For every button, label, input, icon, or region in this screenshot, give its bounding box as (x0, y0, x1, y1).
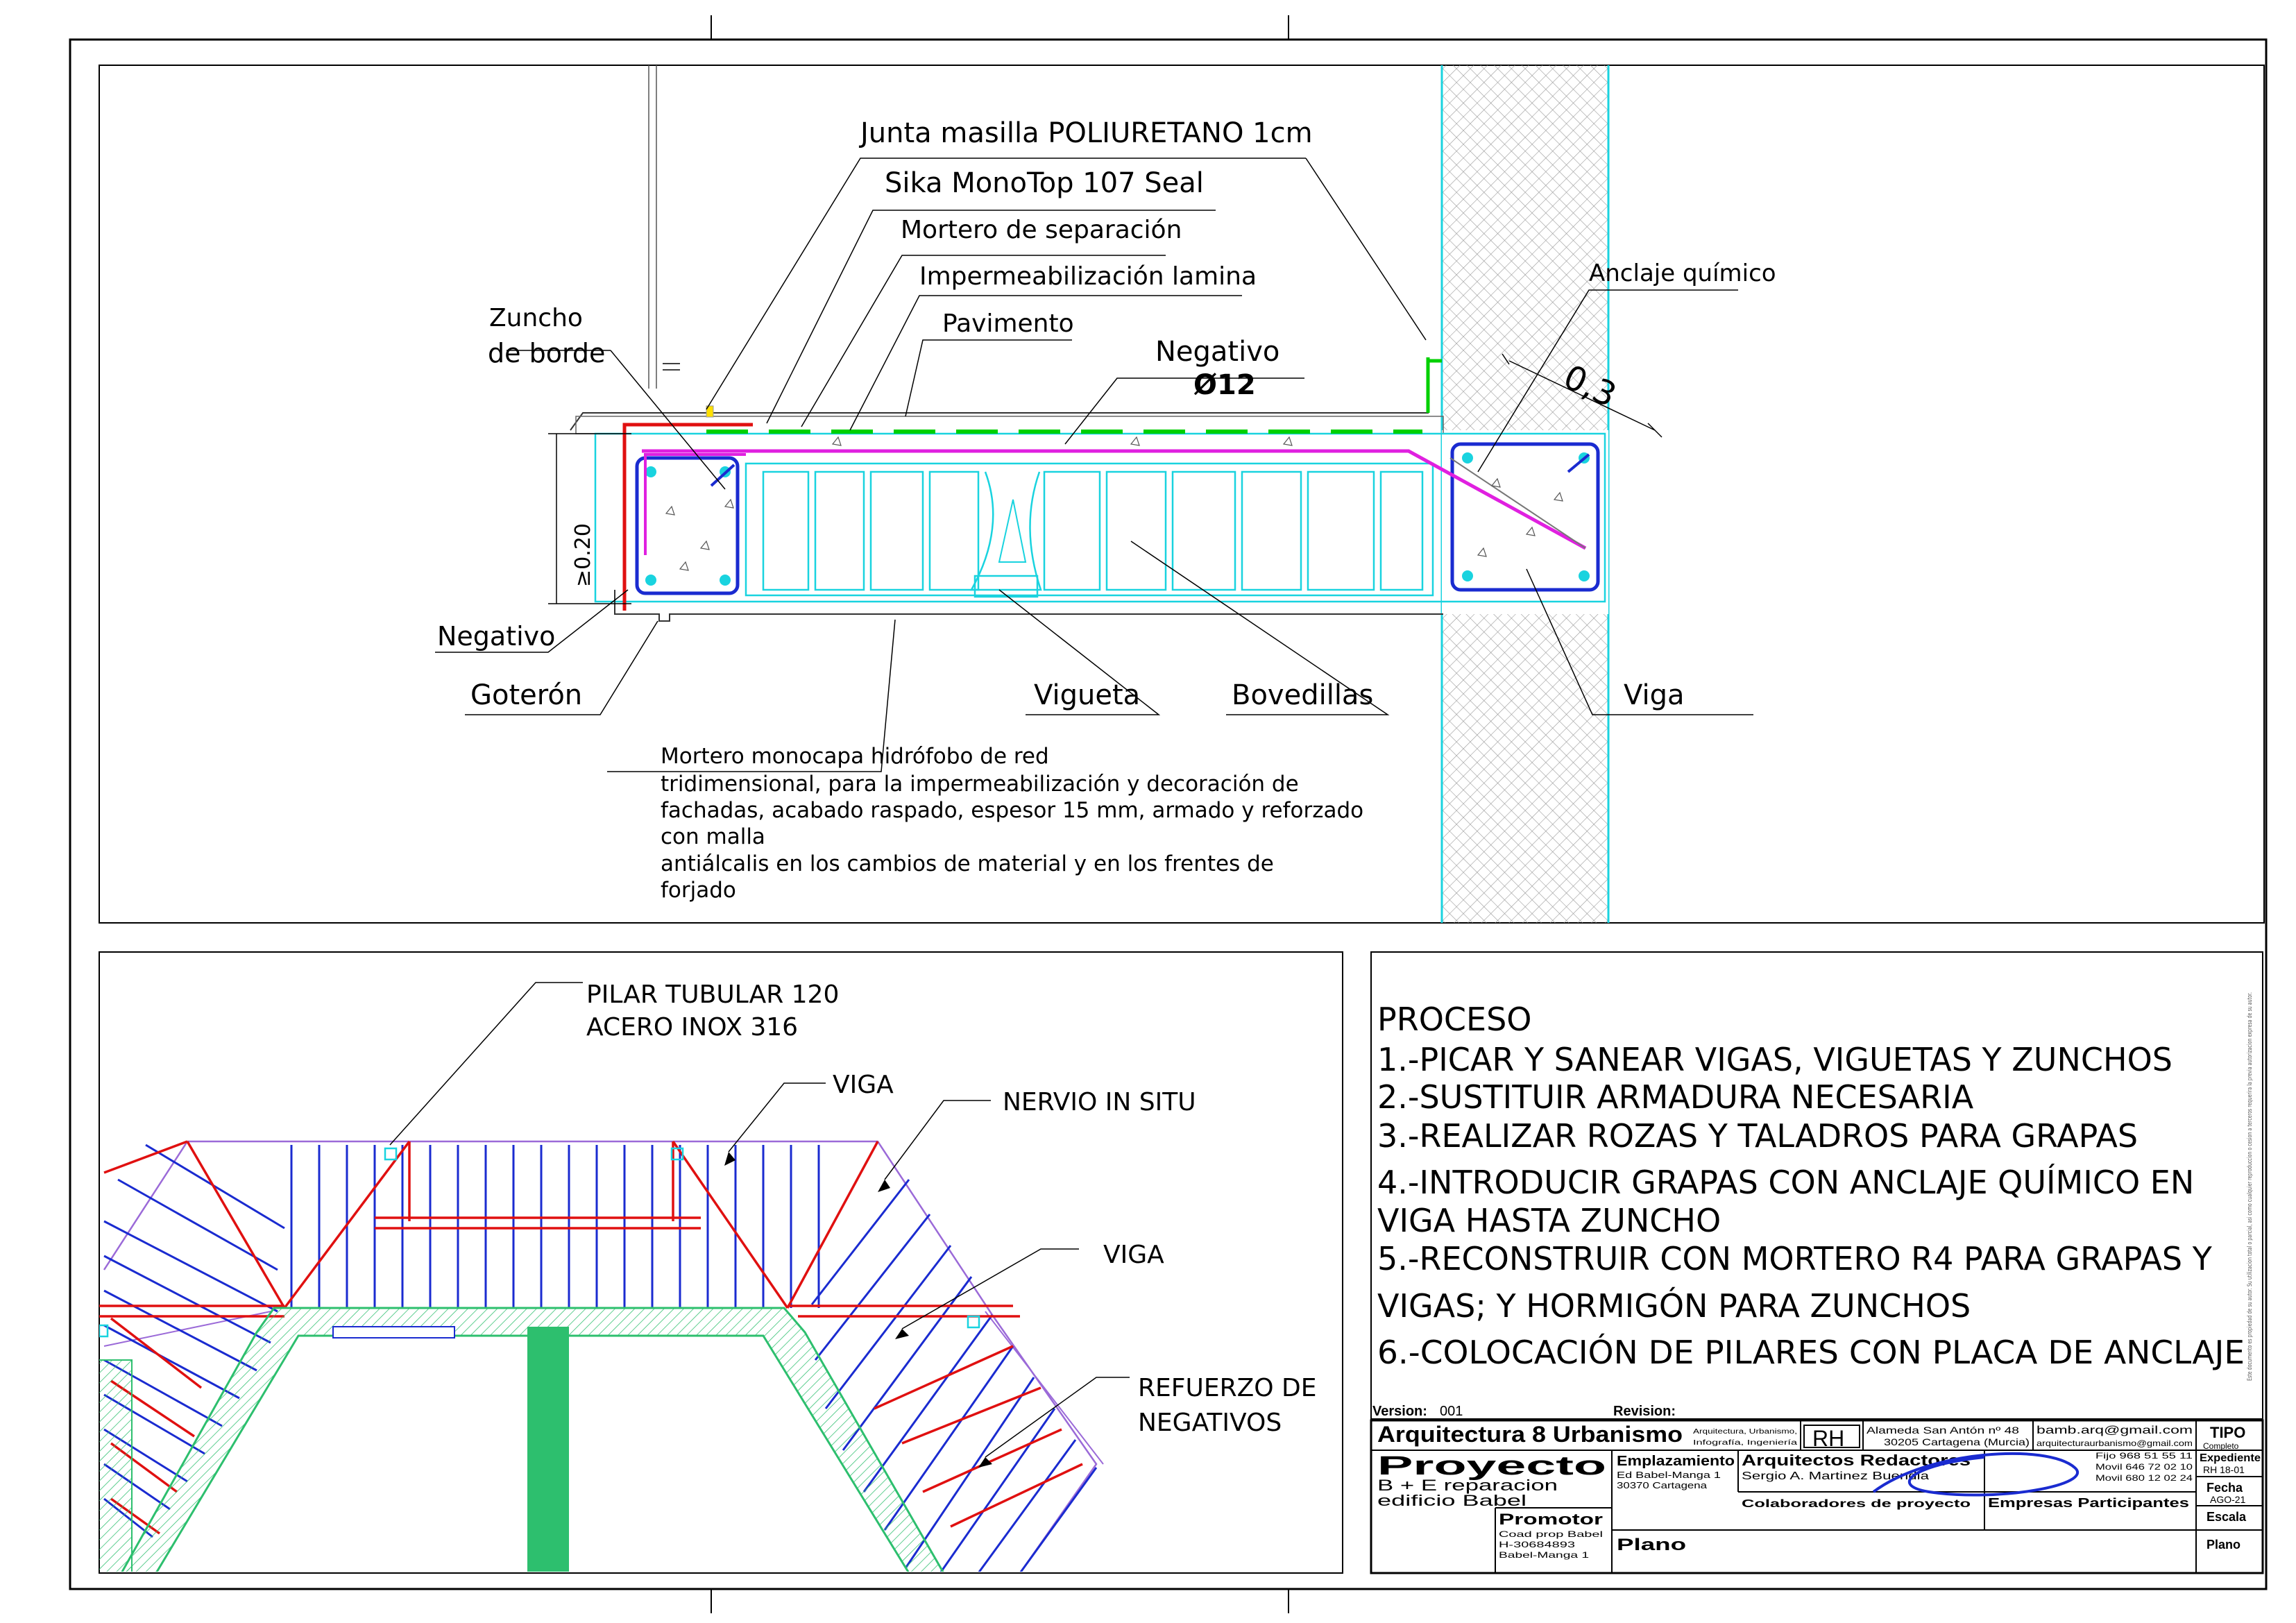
phone-3: Movil 680 12 02 24 (2095, 1473, 2193, 1483)
title-block (1371, 1404, 2263, 1573)
fecha-label: Fecha (2206, 1481, 2243, 1495)
proceso-line-1: 1.-PICAR Y SANEAR VIGAS, VIGUETAS Y ZUNCHOS (1377, 1041, 2172, 1078)
expediente-value: RH 18-01 (2203, 1464, 2245, 1475)
proceso-line-8: 6.-COLOCACIÓN DE PILARES CON PLACA DE ANCLAJE (1377, 1334, 2245, 1371)
side-copyright-note: Este documento es propiedad de su autor. Su utilizacion total o parcial, asi como cualquier reproduccion o cesion a terceros requerira la previa autorizacion expresa de su autor. (2247, 827, 2254, 1381)
colaboradores-label: Colaboradores de proyecto (1742, 1498, 1971, 1510)
svg-text:Mortero monocapa hidrófobo de: Mortero monocapa hidrófobo de red (661, 744, 1049, 769)
email-2: arquitecturaurbanismo@gmail.com (2036, 1438, 2193, 1448)
plano-label-right: Plano (2206, 1538, 2241, 1552)
proceso-title: PROCESO (1377, 1001, 1532, 1038)
mortero-note (661, 744, 1363, 903)
tipo-value: Completo (2203, 1441, 2239, 1451)
label-de-borde: de borde (488, 338, 606, 368)
label-impermeabilizacion: Impermeabilización lamina (919, 262, 1257, 291)
escala-label: Escala (2206, 1510, 2247, 1524)
email-1: bamb.arq@gmail.com (2036, 1425, 2193, 1436)
expediente-label: Expediente (2200, 1452, 2261, 1464)
tipo-label: TIPO (2210, 1424, 2246, 1441)
rh-logo: RH (1812, 1426, 1845, 1451)
label-zuncho: Zuncho (489, 304, 583, 332)
fecha-value: AGO-21 (2210, 1494, 2246, 1505)
proyecto-line-2: edificio Babel (1377, 1492, 1527, 1509)
svg-text:fachadas, acabado raspado, esp: fachadas, acabado raspado, espesor 15 mm, armado y reforzado (661, 798, 1364, 823)
phone-2: Movil 646 72 02 10 (2095, 1462, 2193, 1472)
label-goteron: Goterón (470, 679, 583, 711)
version-label: Version: (1372, 1404, 1427, 1419)
promotor-label: Promotor (1499, 1511, 1604, 1528)
proyecto-label: Proyecto (1377, 1452, 1606, 1481)
phone-1: Fijo 968 51 55 11 (2095, 1451, 2193, 1461)
address-2: 30205 Cartagena (Murcia) (1884, 1436, 2030, 1447)
proceso-line-5: VIGA HASTA ZUNCHO (1377, 1202, 1721, 1239)
label-refuerzo-2: NEGATIVOS (1138, 1409, 1282, 1437)
proyecto-line-1: B + E reparacion (1377, 1477, 1558, 1494)
label-nervio: NERVIO IN SITU (1003, 1088, 1196, 1116)
svg-text:con malla: con malla (661, 824, 765, 849)
section-detail (435, 65, 1776, 923)
proceso-notes (1377, 827, 2254, 1381)
version-value: 001 (1440, 1404, 1463, 1419)
svg-text:forjado: forjado (661, 878, 736, 903)
plan-detail (90, 980, 1316, 1597)
plano-label: Plano (1617, 1536, 1686, 1554)
label-anclaje: Anclaje químico (1589, 260, 1776, 287)
label-junta: Junta masilla POLIURETANO 1cm (860, 117, 1313, 149)
label-viga-a: VIGA (833, 1071, 894, 1099)
label-refuerzo-1: REFUERZO DE (1138, 1374, 1317, 1402)
proceso-line-2: 2.-SUSTITUIR ARMADURA NECESARIA (1377, 1078, 1974, 1116)
label-sika: Sika MonoTop 107 Seal (885, 167, 1204, 199)
firm-sub-1: Arquitectura, Urbanismo, (1693, 1428, 1797, 1436)
emplazamiento-line-1: Ed Babel-Manga 1 (1617, 1470, 1721, 1480)
proceso-line-6: 5.-RECONSTRUIR CON MORTERO R4 PARA GRAPAS Y (1377, 1240, 2212, 1277)
label-dim-0-20: ≥0.20 (571, 523, 595, 587)
label-dim-0-3: 0,3 (1557, 357, 1622, 416)
zuncho-section (637, 458, 738, 593)
label-vigueta: Vigueta (1034, 679, 1141, 711)
emplazamiento-label: Emplazamiento (1617, 1454, 1735, 1469)
address-1: Alameda San Antón nº 48 (1866, 1425, 2020, 1436)
proceso-line-3: 3.-REALIZAR ROZAS Y TALADROS PARA GRAPAS (1377, 1117, 2138, 1155)
firm-sub-2: Infografía, Ingeniería (1693, 1439, 1798, 1447)
promotor-line-2: H-30684893 (1499, 1540, 1576, 1549)
proceso-line-4: 4.-INTRODUCIR GRAPAS CON ANCLAJE QUÍMICO EN (1377, 1164, 2195, 1201)
promotor-line-1: Coad prop Babel (1499, 1529, 1603, 1539)
redactores-value: Sergio A. Martinez Buendia (1742, 1470, 1930, 1482)
revision-label: Revision: (1613, 1404, 1676, 1419)
label-bovedillas: Bovedillas (1232, 679, 1374, 711)
empresas-label: Empresas Participantes (1988, 1496, 2189, 1510)
proceso-line-7: VIGAS; Y HORMIGÓN PARA ZUNCHOS (1377, 1287, 1971, 1325)
emplazamiento-line-2: 30370 Cartagena (1617, 1480, 1708, 1490)
label-pavimento: Pavimento (942, 309, 1074, 338)
label-phi12: Ø12 (1193, 369, 1256, 401)
firm-name: Arquitectura 8 Urbanismo (1377, 1422, 1683, 1447)
label-pilar-1: PILAR TUBULAR 120 (586, 980, 840, 1009)
svg-text:antiálcalis en los cambios de: antiálcalis en los cambios de material y en los frentes de (661, 851, 1274, 876)
svg-text:tridimensional, para la imperm: tridimensional, para la impermeabilización y decoración de (661, 772, 1299, 797)
label-negativo-left: Negativo (437, 621, 556, 652)
label-negativo-top: Negativo (1155, 336, 1280, 368)
label-viga-b: VIGA (1103, 1241, 1164, 1269)
redactores-label: Arquitectos Redactores (1742, 1452, 1971, 1469)
promotor-line-3: Babel-Manga 1 (1499, 1550, 1590, 1560)
label-viga: Viga (1624, 679, 1685, 711)
label-pilar-2: ACERO INOX 316 (586, 1013, 799, 1042)
label-mortero-separacion: Mortero de separación (901, 216, 1182, 244)
